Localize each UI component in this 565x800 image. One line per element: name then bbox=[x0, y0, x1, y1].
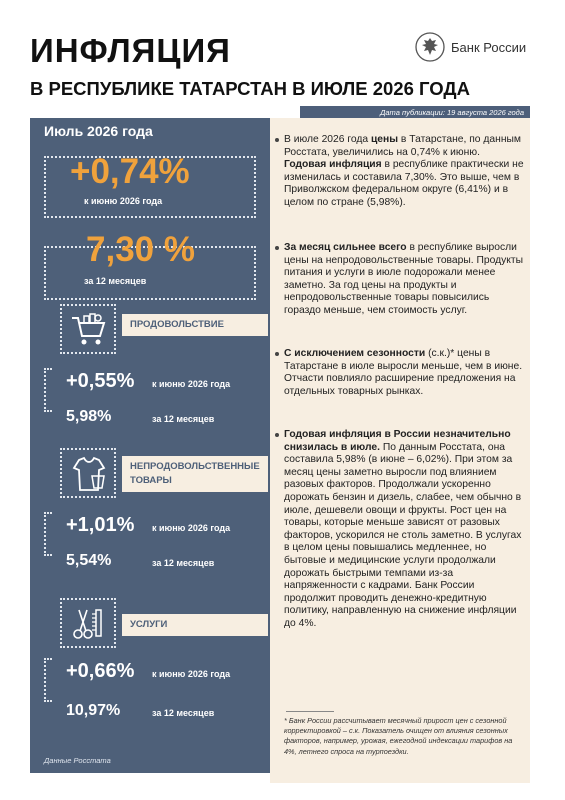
data-source: Данные Росстата bbox=[44, 756, 111, 765]
eagle-emblem-icon bbox=[415, 32, 445, 62]
emphasis: С исключением сезонности bbox=[284, 348, 426, 359]
food-annual-value: 5,98% bbox=[66, 408, 112, 425]
footnote: * Банк России рассчитывает месячный прирост цен с сезонной корректировкой – с.к. Показатель очищен от влияния сезонных факторов, например, урожая, ежегодной индексации тарифов на 4%, летнего спроса на турпоездки. bbox=[284, 716, 513, 756]
page-title: ИНФЛЯЦИЯ bbox=[30, 32, 231, 69]
services-category-label: УСЛУГИ bbox=[122, 614, 268, 636]
logo-text: Банк России bbox=[451, 39, 527, 55]
month-label: Июль 2026 года bbox=[44, 123, 153, 139]
nonfood-category-label: НЕПРОДОВОЛЬСТВЕННЫЕ ТОВАРЫ bbox=[122, 456, 268, 492]
text: в Татарстане, по данным Росстата, увеличились на 0,74% к июню. bbox=[284, 134, 521, 158]
publication-date: Дата публикации: 19 августа 2026 года bbox=[300, 106, 530, 119]
food-category-label: ПРОДОВОЛЬСТВИЕ bbox=[122, 314, 268, 336]
footnote-divider bbox=[286, 711, 334, 712]
food-monthly-value: +0,55% bbox=[66, 370, 135, 392]
annual-caption: за 12 месяцев bbox=[84, 276, 147, 286]
paragraph-seasonality bbox=[284, 348, 524, 398]
services-annual-value: 10,97% bbox=[66, 702, 121, 719]
services-annual-caption: за 12 месяцев bbox=[152, 708, 215, 718]
food-icon-frame bbox=[60, 304, 116, 354]
services-monthly-value: +0,66% bbox=[66, 660, 135, 682]
emphasis: Годовая инфляция в России незначительно снизилась в июле. bbox=[284, 429, 511, 453]
paragraph-categories bbox=[284, 242, 524, 318]
emphasis: За месяц сильнее всего bbox=[284, 242, 407, 253]
paragraph-russia bbox=[284, 429, 524, 631]
text: в республике выросли цены на непродовольственные товары. Продукты питания и услуги в июле подорожали менее заметно. За год цены на продукты и непродовольственные товары повысились гораздо меньше, чем стоимость услуг. bbox=[284, 242, 523, 316]
food-annual-caption: за 12 месяцев bbox=[152, 414, 215, 424]
nonfood-annual-value: 5,54% bbox=[66, 552, 112, 569]
text: По данным Росстата, она составила 5,98% (в июне – 6,02%). При этом за месяц цены заметно выросли под влиянием разовых факторов. Продолжали ускоренно дорожать бензин и дизель, слабее, чем обычно в июле, дешевели овощи и фрукты. Рост цен на товары, которые меньше зависят от разовых факторов, ускорился не столь заметно. В услугах в целом цены повышались медленнее, но бытовые и медицинские услуги продолжали дорожать быстрыми темпами из-за напряженности с кадрами. Банк России продолжит проводить денежно-кредитную политику, направленную на снижение инфляции до 4%. bbox=[284, 441, 522, 629]
page-subtitle: В РЕСПУБЛИКЕ ТАТАРСТАН В ИЮЛЕ 2026 ГОДА bbox=[30, 78, 470, 99]
monthly-caption: к июню 2026 года bbox=[84, 196, 163, 206]
monthly-value: +0,74% bbox=[70, 152, 190, 191]
scissors-comb-icon bbox=[70, 606, 108, 642]
shopping-cart-icon bbox=[70, 312, 108, 348]
nonfood-monthly-caption: к июню 2026 года bbox=[152, 523, 231, 533]
nonfood-annual-caption: за 12 месяцев bbox=[152, 558, 215, 568]
food-bracket bbox=[44, 368, 52, 412]
text: В июле 2026 года bbox=[284, 134, 371, 145]
services-bracket bbox=[44, 658, 52, 702]
food-monthly-caption: к июню 2026 года bbox=[152, 379, 231, 389]
stats-panel bbox=[30, 118, 270, 773]
nonfood-monthly-value: +1,01% bbox=[66, 514, 135, 536]
nonfood-bracket bbox=[44, 512, 52, 556]
text: (с.к.)* цены в Татарстане в июле выросли меньше, чем в июне. Отчасти повлияло расширение предложения на отдельных товарных рынках. bbox=[284, 348, 523, 397]
nonfood-icon-frame bbox=[60, 448, 116, 498]
bank-logo bbox=[415, 32, 526, 62]
services-icon-frame bbox=[60, 598, 116, 648]
commentary-panel bbox=[270, 118, 530, 783]
clothes-icon bbox=[70, 456, 108, 492]
annual-value: 7,30 % bbox=[86, 230, 195, 269]
paragraph-monthly-inflation bbox=[284, 134, 524, 210]
emphasis: цены bbox=[370, 134, 399, 145]
text: в республике практически не изменилась и составила 7,30%. Это выше, чем в Приволжском федеральном округе (6,41%) и в целом по стране (5,98%). bbox=[284, 159, 524, 208]
emphasis: Годовая инфляция bbox=[284, 159, 382, 171]
services-monthly-caption: к июню 2026 года bbox=[152, 669, 231, 679]
